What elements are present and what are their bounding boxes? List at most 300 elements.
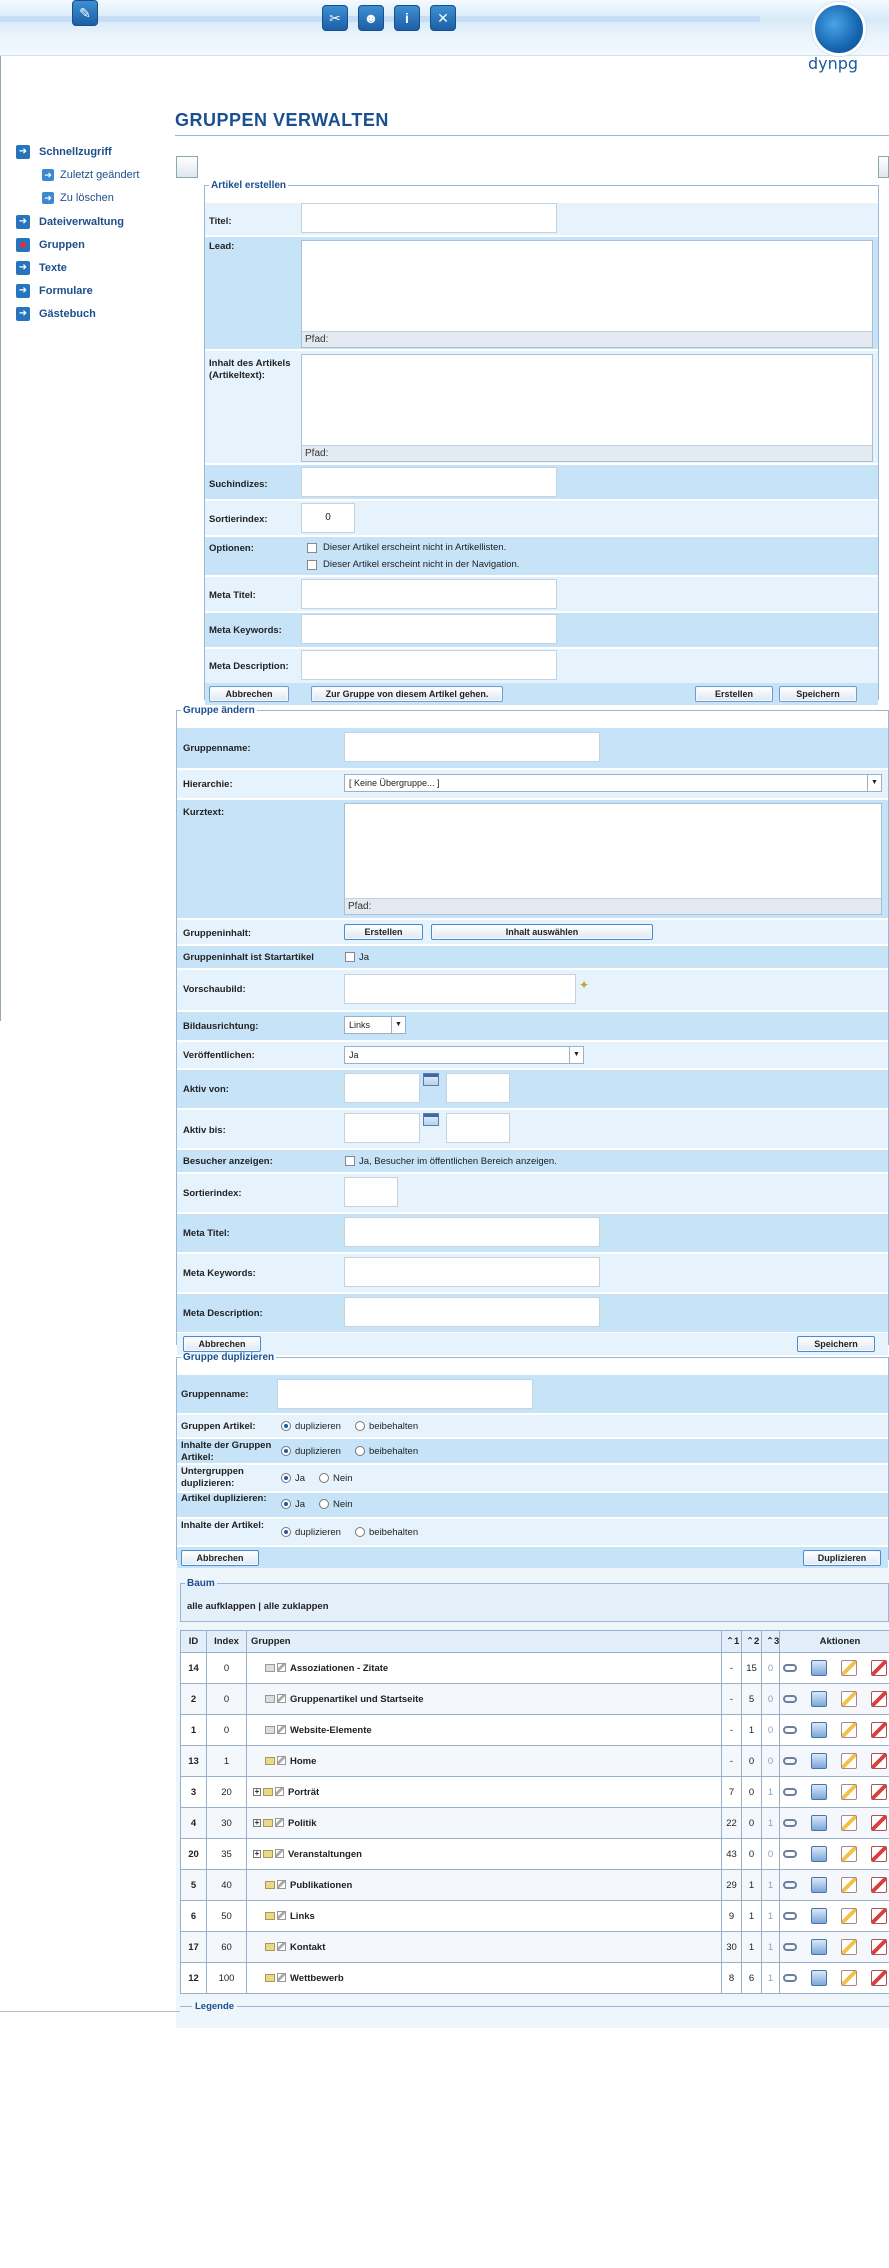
edit-icon[interactable]: [841, 1722, 857, 1738]
group-name[interactable]: Porträt: [288, 1786, 320, 1798]
row-c1: 29: [722, 1870, 742, 1901]
gruppe-abbrechen-button[interactable]: Abbrechen: [183, 1336, 261, 1352]
startartikel-checkbox[interactable]: [345, 952, 355, 962]
table-row[interactable]: [181, 1963, 889, 1994]
hierarchie-select[interactable]: [344, 774, 882, 792]
sidebar-item-schnellzugriff[interactable]: [16, 145, 112, 159]
hierarchie-value: [ Keine Übergruppe... ]: [349, 778, 440, 788]
bildausrichtung-label: Bildausrichtung:: [183, 1021, 259, 1032]
row-id: 12: [181, 1963, 207, 1994]
sort-icon: ⌃: [726, 1636, 734, 1647]
baum-fieldset: [180, 1578, 889, 1622]
artikel-abbrechen-button[interactable]: Abbrechen: [209, 686, 289, 702]
aktiv-von-time-input[interactable]: [446, 1073, 510, 1103]
gruppen-artikel-beibehalten-radio[interactable]: [355, 1421, 365, 1431]
row-group-cell[interactable]: [247, 1963, 722, 1994]
group-name[interactable]: Assoziationen - Zitate: [290, 1662, 389, 1674]
veroeffentlichen-select[interactable]: [344, 1046, 584, 1064]
link-icon[interactable]: [783, 1819, 797, 1827]
row-actions: [780, 1901, 889, 1932]
table-row[interactable]: [181, 1901, 889, 1932]
calendar-icon[interactable]: [423, 1113, 439, 1126]
gruppe-duplizieren-fieldset: [176, 1352, 889, 1563]
row-c3: 0: [762, 1684, 780, 1715]
table-row[interactable]: [181, 1746, 889, 1777]
row-actions: [780, 1932, 889, 1963]
delete-icon[interactable]: [871, 1970, 887, 1986]
untergruppen-nein-radio[interactable]: [319, 1473, 329, 1483]
opt-navigation-label: Dieser Artikel erscheint nicht in der Navigation.: [323, 559, 520, 570]
meta-titel-label: Meta Titel:: [183, 1228, 230, 1239]
besucher-text: Ja, Besucher im öffentlichen Bereich anzeigen.: [359, 1156, 557, 1167]
row-c1: 8: [722, 1963, 742, 1994]
row-index: 0: [207, 1653, 247, 1684]
sidebar-item-zuletzt-geaendert[interactable]: [42, 169, 140, 181]
vorschaubild-input[interactable]: [344, 974, 576, 1004]
image-picker-icon[interactable]: ✦: [579, 978, 590, 992]
sidebar-item-zu-loeschen[interactable]: [42, 192, 114, 204]
row-actions: [780, 1715, 889, 1746]
opt-artikellisten-label: Dieser Artikel erscheint nicht in Artikellisten.: [323, 542, 507, 553]
optionen-label: Optionen:: [209, 543, 254, 554]
delete-icon[interactable]: [871, 1784, 887, 1800]
row-group-cell[interactable]: [247, 1777, 722, 1808]
table-header-row: [181, 1631, 889, 1653]
edit-icon[interactable]: [841, 1846, 857, 1862]
link-icon[interactable]: [783, 1850, 797, 1858]
edit-icon[interactable]: [841, 1691, 857, 1707]
hierarchie-label: Hierarchie:: [183, 779, 233, 790]
page-title: GRUPPEN VERWALTEN: [175, 110, 389, 130]
sidebar-item-formulare[interactable]: [16, 284, 93, 298]
table-body: [181, 1653, 889, 1994]
edit-icon[interactable]: [841, 1660, 857, 1676]
row-index: 35: [207, 1839, 247, 1870]
lead-textarea[interactable]: [301, 240, 873, 348]
row-group-cell[interactable]: [247, 1653, 722, 1684]
pencil-icon[interactable]: [275, 1787, 284, 1796]
aktiv-bis-time-input[interactable]: [446, 1113, 510, 1143]
link-icon[interactable]: [783, 1726, 797, 1734]
edit-icon[interactable]: [841, 1970, 857, 1986]
row-id: 5: [181, 1870, 207, 1901]
gruppenname-label: Gruppenname:: [183, 743, 251, 754]
kurztext-label: Kurztext:: [183, 807, 225, 818]
group-name[interactable]: Wettbewerb: [290, 1972, 344, 1984]
row-group-cell[interactable]: [247, 1901, 722, 1932]
sidebar-item-label: Zu löschen: [60, 192, 114, 204]
folder-icon: [265, 1881, 275, 1889]
row-c1: -: [722, 1715, 742, 1746]
table-row[interactable]: [181, 1777, 889, 1808]
sidebar-item-gaestebuch[interactable]: [16, 307, 96, 321]
row-id: 1: [181, 1715, 207, 1746]
copy-icon[interactable]: [811, 1908, 827, 1924]
group-name[interactable]: Publikationen: [290, 1879, 353, 1891]
titel-input[interactable]: [301, 203, 557, 233]
meta-description-label: Meta Description:: [183, 1308, 263, 1319]
row-actions: [780, 1870, 889, 1901]
radio-label: beibehalten: [369, 1446, 419, 1457]
row-actions: [780, 1839, 889, 1870]
edit-icon[interactable]: [841, 1877, 857, 1893]
sidebar-item-label: Zuletzt geändert: [60, 169, 140, 181]
logo-text: dynpg: [808, 54, 859, 73]
new-article-icon[interactable]: [176, 156, 198, 178]
row-id: 13: [181, 1746, 207, 1777]
arrow-right-icon: ➜: [42, 169, 54, 181]
col-aktionen: Aktionen: [780, 1631, 889, 1653]
row-group-cell[interactable]: [247, 1808, 722, 1839]
row-c2: 1: [742, 1901, 762, 1932]
table-row[interactable]: [181, 1839, 889, 1870]
startartikel-label: Gruppeninhalt ist Startartikel: [183, 952, 314, 963]
row-group-cell[interactable]: [247, 1932, 722, 1963]
folder-icon: [265, 1943, 275, 1951]
table-row[interactable]: [181, 1653, 889, 1684]
table-row[interactable]: [181, 1870, 889, 1901]
artikel-erstellen-button[interactable]: Erstellen: [695, 686, 773, 702]
link-icon[interactable]: [783, 1788, 797, 1796]
row-index: 30: [207, 1808, 247, 1839]
group-name[interactable]: Kontakt: [290, 1941, 326, 1953]
delete-icon[interactable]: [871, 1939, 887, 1955]
radio-label: Nein: [333, 1499, 353, 1510]
suchindizes-label: Suchindizes:: [209, 479, 268, 490]
edit-icon[interactable]: [841, 1753, 857, 1769]
row-c1: -: [722, 1653, 742, 1684]
link-icon[interactable]: [783, 1881, 797, 1889]
row-actions: [780, 1777, 889, 1808]
inhalte-duplizieren-radio[interactable]: [281, 1446, 291, 1456]
gruppen-artikel-duplizieren-radio[interactable]: [281, 1421, 291, 1431]
dup-gruppenname-label: Gruppenname:: [181, 1389, 249, 1400]
artikel-nein-radio[interactable]: [319, 1499, 329, 1509]
row-group-cell[interactable]: [247, 1746, 722, 1777]
inhalte-artikel-duplizieren-radio[interactable]: [281, 1527, 291, 1537]
pencil-icon[interactable]: [277, 1694, 286, 1703]
sortierindex-input[interactable]: [344, 1177, 398, 1207]
vorschaubild-label: Vorschaubild:: [183, 984, 246, 995]
kurztext-textarea[interactable]: [344, 803, 882, 915]
pencil-icon[interactable]: [277, 1911, 286, 1920]
inhalte-artikel-label: Inhalte der Artikel:: [181, 1520, 265, 1531]
chevron-down-icon: ▼: [391, 1017, 405, 1033]
edit-icon[interactable]: [841, 1908, 857, 1924]
row-id: 20: [181, 1839, 207, 1870]
col-3-label: 3: [773, 1636, 780, 1647]
row-id: 4: [181, 1808, 207, 1839]
pencil-icon[interactable]: [277, 1973, 286, 1982]
expand-icon[interactable]: +: [254, 1786, 260, 1796]
row-actions: [780, 1684, 889, 1715]
table-row[interactable]: [181, 1932, 889, 1963]
pfad-label: Pfad:: [302, 445, 872, 461]
delete-icon[interactable]: [871, 1691, 887, 1707]
folder-icon: [263, 1850, 273, 1858]
chevron-down-icon: ▼: [569, 1047, 583, 1063]
row-c3: 0: [762, 1839, 780, 1870]
groups-table: [180, 1630, 889, 1994]
alle-aufklappen-link[interactable]: alle aufklappen: [187, 1601, 256, 1612]
meta-titel-label: Meta Titel:: [209, 590, 256, 601]
copy-icon[interactable]: [811, 1815, 827, 1831]
row-c1: -: [722, 1684, 742, 1715]
copy-icon[interactable]: [811, 1970, 827, 1986]
sidebar-item-label: Dateiverwaltung: [39, 216, 124, 228]
aktiv-von-date-input[interactable]: [344, 1073, 420, 1103]
row-index: 1: [207, 1746, 247, 1777]
link-separator: |: [255, 1601, 264, 1612]
bildausrichtung-row: [177, 1012, 888, 1040]
gruppenname-input[interactable]: [344, 732, 600, 762]
row-actions: [780, 1746, 889, 1777]
row-index: 20: [207, 1777, 247, 1808]
copy-icon[interactable]: [811, 1846, 827, 1862]
row-c3: 1: [762, 1932, 780, 1963]
aktiv-von-row: [177, 1070, 888, 1108]
col-3[interactable]: [762, 1631, 780, 1653]
folder-icon: [265, 1695, 275, 1703]
sort-icon: ⌃: [766, 1636, 774, 1647]
meta-keywords-input[interactable]: [301, 614, 557, 644]
row-c2: 1: [742, 1870, 762, 1901]
pencil-icon[interactable]: [275, 1849, 284, 1858]
delete-icon[interactable]: [871, 1753, 887, 1769]
col-index[interactable]: Index: [207, 1631, 247, 1653]
zur-gruppe-button[interactable]: Zur Gruppe von diesem Artikel gehen.: [311, 686, 503, 702]
gruppeninhalt-erstellen-button[interactable]: Erstellen: [344, 924, 423, 940]
inhalt-textarea[interactable]: [301, 354, 873, 462]
link-icon[interactable]: [783, 1695, 797, 1703]
link-icon[interactable]: [783, 1974, 797, 1982]
group-name[interactable]: Politik: [288, 1817, 317, 1829]
veroeffentlichen-label: Veröffentlichen:: [183, 1050, 255, 1061]
artikel-ja-radio[interactable]: [281, 1499, 291, 1509]
group-name[interactable]: Website-Elemente: [290, 1724, 372, 1736]
dup-button-row: [177, 1547, 888, 1569]
besucher-checkbox[interactable]: [345, 1156, 355, 1166]
pencil-icon[interactable]: ✎: [72, 0, 98, 26]
tools-icon[interactable]: ✂: [322, 5, 348, 31]
row-id: 17: [181, 1932, 207, 1963]
sidebar-item-label: Texte: [39, 262, 67, 274]
gruppe-speichern-button[interactable]: Speichern: [797, 1336, 875, 1352]
meta-keywords-input[interactable]: [344, 1257, 600, 1287]
delete-icon[interactable]: [871, 1722, 887, 1738]
copy-icon[interactable]: [811, 1660, 827, 1676]
logo[interactable]: [800, 0, 889, 78]
table-row[interactable]: [181, 1684, 889, 1715]
edit-icon[interactable]: [841, 1815, 857, 1831]
delete-icon[interactable]: [871, 1877, 887, 1893]
copy-icon[interactable]: [811, 1877, 827, 1893]
arrow-right-icon: ➜: [16, 284, 30, 298]
fieldset-legend: Baum: [187, 1578, 215, 1589]
artikel-speichern-button[interactable]: Speichern: [779, 686, 857, 702]
meta-keywords-label: Meta Keywords:: [209, 625, 282, 636]
untergruppen-label: Untergruppen duplizieren:: [181, 1466, 244, 1489]
alle-zuklappen-link[interactable]: alle zuklappen: [263, 1601, 329, 1612]
pencil-icon[interactable]: [277, 1942, 286, 1951]
row-id: 14: [181, 1653, 207, 1684]
sort-icon: ⌃: [746, 1636, 754, 1647]
pencil-icon[interactable]: [277, 1663, 286, 1672]
row-c3: 1: [762, 1901, 780, 1932]
radio-label: Ja: [295, 1473, 306, 1484]
artikel-erstellen-fieldset: [204, 180, 879, 700]
sidebar-item-label: Schnellzugriff: [39, 146, 112, 158]
inhalte-beibehalten-radio[interactable]: [355, 1446, 365, 1456]
arrow-right-icon: ➜: [16, 261, 30, 275]
radio-label: Ja: [295, 1499, 306, 1510]
expand-icon[interactable]: +: [254, 1817, 260, 1827]
col-1[interactable]: [722, 1631, 742, 1653]
col-2-label: 2: [753, 1636, 760, 1647]
row-c3: 0: [762, 1715, 780, 1746]
radio-label: Nein: [333, 1473, 353, 1484]
sidebar-item-texte[interactable]: [16, 261, 67, 275]
dup-abbrechen-button[interactable]: Abbrechen: [181, 1550, 259, 1566]
row-group-cell[interactable]: [247, 1870, 722, 1901]
delete-icon[interactable]: [871, 1908, 887, 1924]
radio-label: duplizieren: [295, 1421, 341, 1432]
inhalt-label: Inhalt des Artikels (Artikeltext):: [209, 358, 291, 381]
suchindizes-input[interactable]: [301, 467, 557, 497]
row-group-cell[interactable]: [247, 1684, 722, 1715]
sidebar-item-label: Formulare: [39, 285, 93, 297]
radio-label: beibehalten: [369, 1421, 419, 1432]
copy-icon[interactable]: [811, 1691, 827, 1707]
row-c1: 22: [722, 1808, 742, 1839]
aktiv-bis-date-input[interactable]: [344, 1113, 420, 1143]
folder-icon: [265, 1757, 275, 1765]
col-2[interactable]: [742, 1631, 762, 1653]
pfad-label: Pfad:: [345, 898, 881, 914]
row-group-cell[interactable]: [247, 1715, 722, 1746]
page-bottom-rule: [0, 2011, 180, 2012]
link-icon[interactable]: [783, 1943, 797, 1951]
dup-gruppenname-input[interactable]: [277, 1379, 533, 1409]
pencil-icon[interactable]: [277, 1880, 286, 1889]
sortierindex-input[interactable]: 0: [301, 503, 355, 533]
row-c2: 0: [742, 1808, 762, 1839]
legende-rule: [180, 2006, 889, 2007]
link-icon[interactable]: [783, 1664, 797, 1672]
row-index: 0: [207, 1715, 247, 1746]
gruppe-aendern-fieldset: [176, 705, 889, 1349]
row-index: 0: [207, 1684, 247, 1715]
row-c2: 0: [742, 1777, 762, 1808]
bildausrichtung-select[interactable]: [344, 1016, 406, 1034]
row-c3: 0: [762, 1746, 780, 1777]
opt-artikellisten-checkbox[interactable]: [307, 543, 317, 553]
col-1-label: 1: [733, 1636, 740, 1647]
users-icon[interactable]: ☻: [358, 5, 384, 31]
row-c2: 0: [742, 1839, 762, 1870]
row-id: 2: [181, 1684, 207, 1715]
folder-icon: [263, 1788, 273, 1796]
top-bar: [0, 0, 889, 56]
row-index: 60: [207, 1932, 247, 1963]
group-name[interactable]: Home: [290, 1755, 317, 1767]
side-panel-icon[interactable]: [878, 156, 889, 178]
radio-label: duplizieren: [295, 1446, 341, 1457]
edit-icon[interactable]: [841, 1784, 857, 1800]
untergruppen-ja-radio[interactable]: [281, 1473, 291, 1483]
inhalte-gruppen-artikel-label: Inhalte der Gruppen Artikel:: [181, 1440, 272, 1463]
meta-description-input[interactable]: [301, 650, 557, 680]
meta-titel-input[interactable]: [301, 579, 557, 609]
row-c3: 1: [762, 1777, 780, 1808]
legende-legend: Legende: [192, 2001, 237, 2013]
link-icon[interactable]: [783, 1757, 797, 1765]
folder-icon: [265, 1726, 275, 1734]
copy-icon[interactable]: [811, 1784, 827, 1800]
gruppeninhalt-label: Gruppeninhalt:: [183, 928, 252, 939]
sidebar-item-dateiverwaltung[interactable]: [16, 215, 124, 229]
copy-icon[interactable]: [811, 1722, 827, 1738]
row-index: 50: [207, 1901, 247, 1932]
meta-description-input[interactable]: [344, 1297, 600, 1327]
info-icon[interactable]: i: [394, 5, 420, 31]
delete-icon[interactable]: [871, 1815, 887, 1831]
col-gruppen[interactable]: Gruppen: [247, 1631, 722, 1653]
row-group-cell[interactable]: [247, 1839, 722, 1870]
row-actions: [780, 1808, 889, 1839]
pencil-icon[interactable]: [277, 1756, 286, 1765]
row-c1: 43: [722, 1839, 742, 1870]
calendar-icon[interactable]: [423, 1073, 439, 1086]
inhalt-auswaehlen-button[interactable]: Inhalt auswählen: [431, 924, 653, 940]
row-c1: 9: [722, 1901, 742, 1932]
left-border: [0, 56, 1, 1021]
inhalte-artikel-beibehalten-radio[interactable]: [355, 1527, 365, 1537]
folder-icon: [265, 1974, 275, 1982]
arrow-right-icon: ➜: [16, 307, 30, 321]
meta-titel-input[interactable]: [344, 1217, 600, 1247]
delete-icon[interactable]: [871, 1660, 887, 1676]
table-row[interactable]: [181, 1808, 889, 1839]
titel-label: Titel:: [209, 216, 232, 227]
meta-description-label: Meta Description:: [209, 661, 289, 672]
pencil-icon[interactable]: [277, 1725, 286, 1734]
sortierindex-label: Sortierindex:: [209, 514, 268, 525]
link-icon[interactable]: [783, 1912, 797, 1920]
table-row[interactable]: [181, 1715, 889, 1746]
edit-icon[interactable]: [841, 1939, 857, 1955]
group-name[interactable]: Links: [290, 1910, 315, 1922]
close-icon[interactable]: ✕: [430, 5, 456, 31]
copy-icon[interactable]: [811, 1753, 827, 1769]
group-name[interactable]: Gruppenartikel und Startseite: [290, 1693, 424, 1705]
delete-icon[interactable]: [871, 1846, 887, 1862]
pencil-icon[interactable]: [275, 1818, 284, 1827]
groups-icon: [16, 238, 30, 252]
expand-icon[interactable]: +: [254, 1848, 260, 1858]
sidebar-item-gruppen[interactable]: [16, 238, 85, 252]
row-c2: 6: [742, 1963, 762, 1994]
group-name[interactable]: Veranstaltungen: [288, 1848, 362, 1860]
dup-duplizieren-button[interactable]: Duplizieren: [803, 1550, 881, 1566]
logo-icon: [812, 2, 866, 56]
row-c1: -: [722, 1746, 742, 1777]
sortierindex-label: Sortierindex:: [183, 1188, 242, 1199]
opt-navigation-checkbox[interactable]: [307, 560, 317, 570]
col-id[interactable]: ID: [181, 1631, 207, 1653]
folder-icon: [265, 1664, 275, 1672]
copy-icon[interactable]: [811, 1939, 827, 1955]
